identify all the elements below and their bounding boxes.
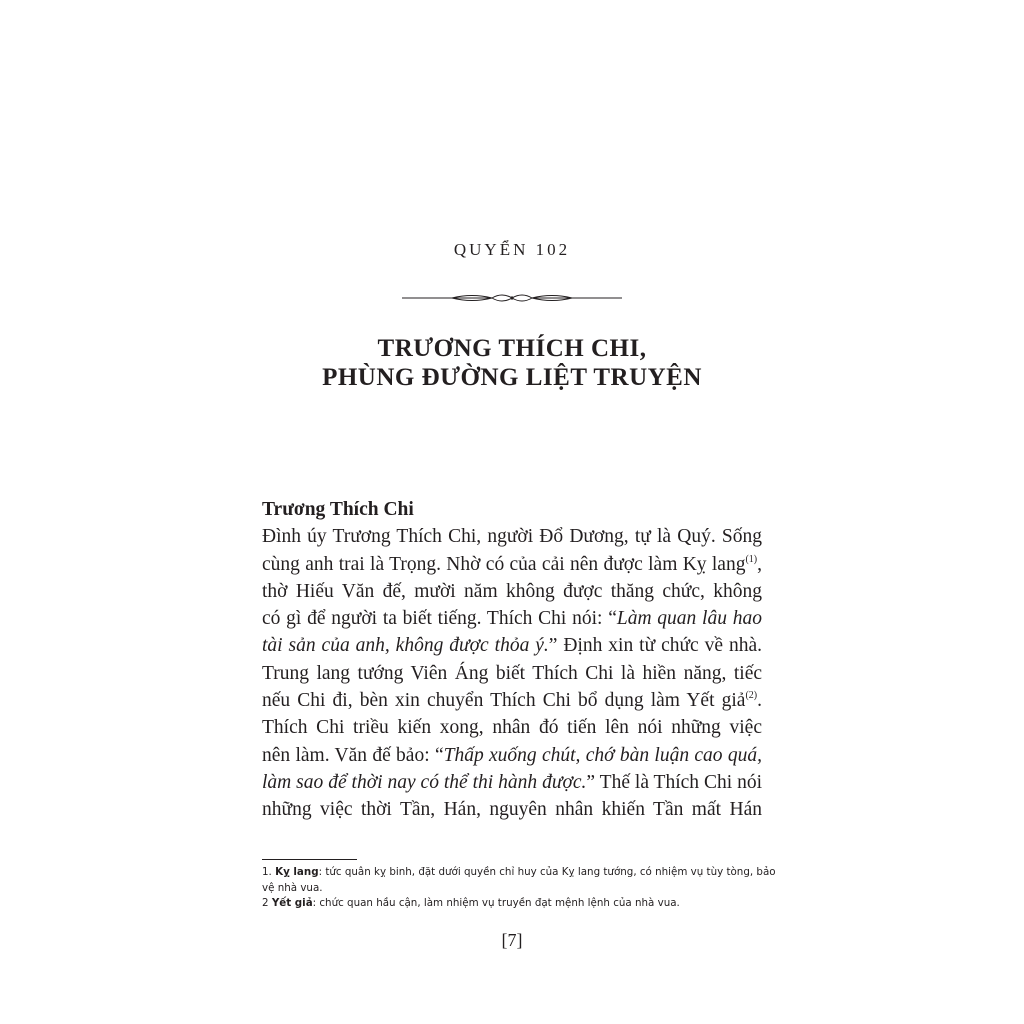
title-line: TRƯƠNG THÍCH CHI,: [377, 335, 647, 362]
text-line: Đình úy Trương Thích Chi, người Đổ Dương, tự là Quý. Sống: [262, 526, 762, 548]
footnote-2: 2 Yết giả: chức quan hầu cận, làm nhiệm vụ truyền đạt mệnh lệnh của nhà vua.: [262, 897, 680, 909]
footnote-1: 1. Kỵ lang: tức quân kỵ binh, đặt dưới quyền chỉ huy của Kỵ lang tướng, có nhiệm vụ tùy tòng, bảo vệ nhà vua.: [262, 866, 776, 894]
title-line: PHÙNG ĐƯỜNG LIỆT TRUYỆN: [322, 364, 702, 391]
text-line: làm sao để thời nay có thể thi hành được.” Thế là Thích Chi nói: [262, 771, 762, 793]
page-number: [7]: [501, 930, 523, 950]
footnote-ref: (2): [745, 690, 758, 702]
text-line: Thích Chi triều kiến xong, nhân đó tiến lên nói những việc: [262, 717, 762, 739]
footnotes: [262, 865, 782, 912]
chapter-label: QUYỂN 102: [453, 240, 571, 259]
footnote-rule: [262, 859, 357, 860]
chapter-title: [0, 334, 1024, 392]
text-line: có gì để người ta biết tiếng. Thích Chi nói: “Làm quan lâu hao: [262, 608, 762, 630]
body-text: [262, 496, 762, 824]
footnote-ref: (1): [745, 553, 758, 565]
ornament-divider-icon: [402, 290, 622, 306]
text-line: Trung lang tướng Viên Áng biết Thích Chi là hiền năng, tiếc: [262, 662, 762, 684]
section-heading: Trương Thích Chi: [262, 499, 414, 520]
text-line: tài sản của anh, không được thỏa ý.” Định xin từ chức về nhà.: [262, 635, 762, 657]
text-line: thờ Hiếu Văn đế, mười năm không được thăng chức, không: [262, 580, 762, 602]
text-line: những việc thời Tần, Hán, nguyên nhân khiến Tần mất Hán: [262, 799, 762, 821]
text-line: cùng anh trai là Trọng. Nhờ có của cải nên được làm Kỵ lang$^{(1)}$,: [262, 553, 762, 575]
text-line: nếu Chi đi, bèn xin chuyển Thích Chi bổ dụng làm Yết giả$^{(2)}$.: [262, 690, 762, 712]
text-line: nên làm. Văn đế bảo: “Thấp xuống chút, chớ bàn luận cao quá,: [262, 744, 762, 766]
